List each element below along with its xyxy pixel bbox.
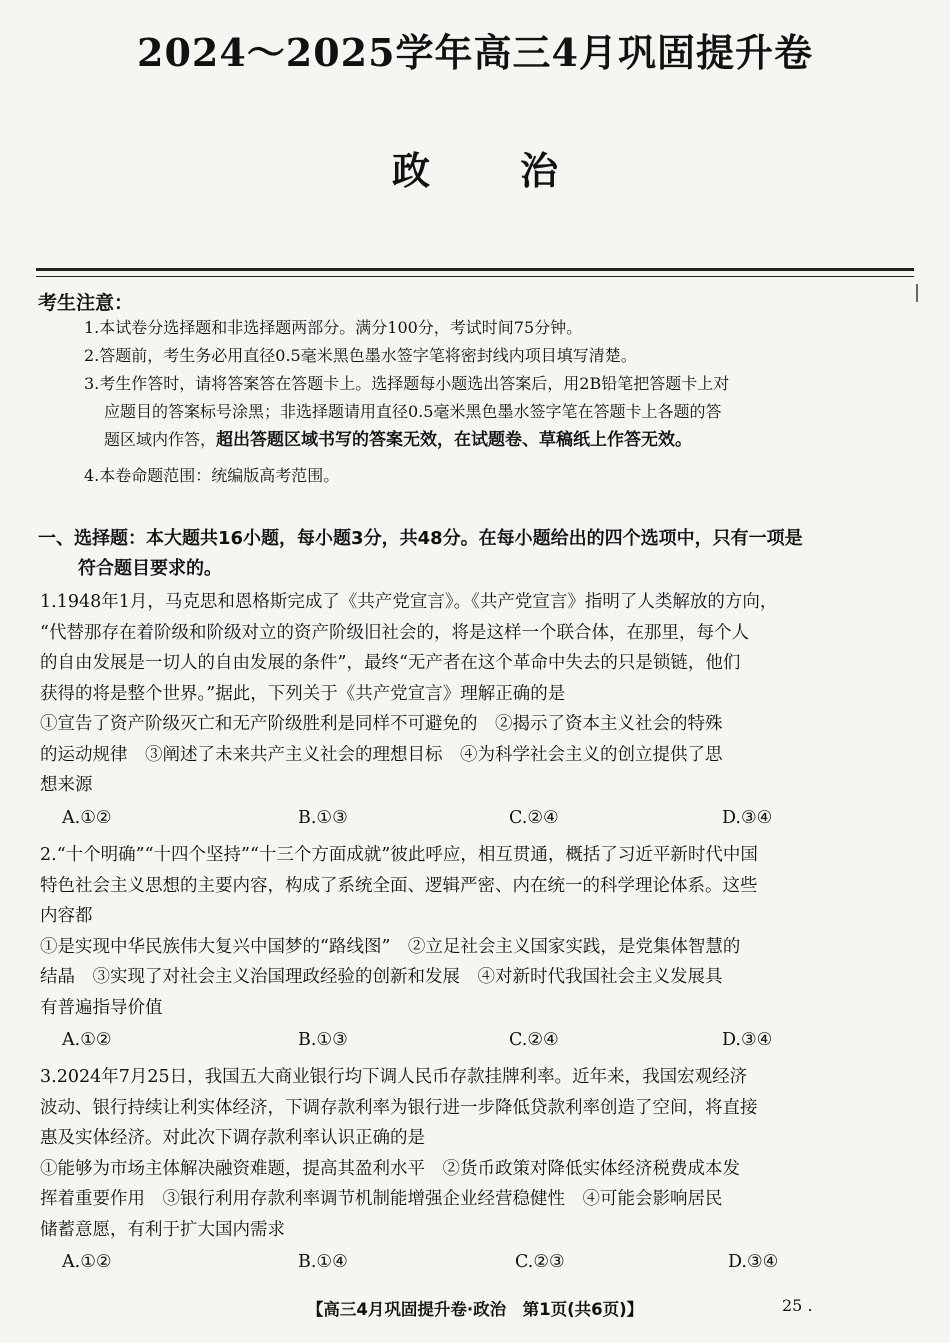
notice-item-3-cont2 <box>84 426 914 454</box>
question-2-option-a[interactable]: A.①② <box>62 1030 112 1050</box>
question-2-option-b[interactable]: B.①③ <box>298 1030 348 1050</box>
page-footer: 【高三4月巩固提升卷·政治 第1页(共6页)】 <box>306 1300 644 1319</box>
section-heading-line-1: 一、选择题：本大题共16小题，每小题3分，共48分。在每小题给出的四个选项中，只有一项是 <box>38 528 803 549</box>
question-2-line: 结晶 ③实现了对社会主义治国理政经验的创新和发展 ④对新时代我国社会主义发展具 <box>40 967 723 987</box>
question-1 <box>40 587 912 801</box>
notice-item-3-cont <box>84 398 914 425</box>
notice-item-2: 2.答题前，考生务必用直径0.5毫米黑色墨水签字笔将密封线内项目填写清楚。 <box>84 346 637 365</box>
question-1-line: 的运动规律 ③阐述了未来共产主义社会的理想目标 ④为科学社会主义的创立提供了思 <box>40 744 723 765</box>
page-code: 25 . <box>782 1296 813 1315</box>
question-2-line: 内容都 <box>40 906 93 926</box>
question-1-line: 想来源 <box>40 775 93 795</box>
notice-item-4: 4.本卷命题范围：统编版高考范围。 <box>84 466 340 485</box>
exam-title: 2024～2025学年高三4月巩固提升卷 <box>137 30 813 75</box>
question-1-option-a[interactable]: A.①② <box>62 808 112 828</box>
question-3-line: 挥着重要作用 ③银行利用存款利率调节机制能增强企业经营稳健性 ④可能会影响居民 <box>40 1189 723 1209</box>
question-1-option-d[interactable]: D.③④ <box>722 808 773 828</box>
question-3-option-b[interactable]: B.①④ <box>298 1252 348 1272</box>
question-3-option-d[interactable]: D.③④ <box>728 1252 779 1272</box>
question-3-line: 惠及实体经济。对此次下调存款利率认识正确的是 <box>40 1128 425 1148</box>
question-3-line: 波动、银行持续让利实体经济，下调存款利率为银行进一步降低贷款利率创造了空间，将直接 <box>40 1097 758 1118</box>
header-rule-thin <box>36 276 914 277</box>
question-2-line: 2.“十个明确”“十四个坚持”“十三个方面成就”彼此呼应，相互贯通，概括了习近平新时代中国 <box>40 845 758 865</box>
question-1-option-c[interactable]: C.②④ <box>509 808 559 828</box>
notice-item-3-line-2: 应题目的答案标号涂黑；非选择题请用直径0.5毫米黑色墨水签字笔在答题卡上各题的答 <box>104 402 722 421</box>
notice-emphasis: 超出答题区域书写的答案无效，在试题卷、草稿纸上作答无效。 <box>216 430 693 450</box>
question-1-options <box>62 808 822 838</box>
question-2 <box>40 840 912 1023</box>
question-3-option-c[interactable]: C.②③ <box>515 1252 565 1272</box>
subject-title: 政治 <box>391 148 648 193</box>
question-2-line: ①是实现中华民族伟大复兴中国梦的“路线图” ②立足社会主义国家实践，是党集体智慧的 <box>40 936 741 957</box>
question-1-line: “代替那存在着阶级和阶级对立的资产阶级旧社会的，将是这样一个联合体，在那里，每个人 <box>40 622 749 643</box>
notice-item-3-line-1: 3.考生作答时，请将答案答在答题卡上。选择题每小题选出答案后，用2B铅笔把答题卡上对 <box>84 374 730 393</box>
question-2-line: 有普遍指导价值 <box>40 997 163 1018</box>
header-rule-thick <box>36 268 914 271</box>
question-2-line: 特色社会主义思想的主要内容，构成了系统全面、逻辑严密、内在统一的科学理论体系。这些 <box>40 875 758 896</box>
question-1-line: 的自由发展是一切人的自由发展的条件”，最终“无产者在这个革命中失去的只是锁链，他们 <box>40 653 741 673</box>
section-heading <box>38 524 914 584</box>
question-1-line: ①宣告了资产阶级灭亡和无产阶级胜利是同样不可避免的 ②揭示了资本主义社会的特殊 <box>40 714 723 734</box>
notice-item-3-line-3-a: 题区域内作答， <box>104 430 217 449</box>
question-3-line: 3.2024年7月25日，我国五大商业银行均下调人民币存款挂牌利率。近年来，我国宏观经济 <box>40 1067 748 1087</box>
question-3-options <box>62 1252 822 1282</box>
question-3-option-a[interactable]: A.①② <box>62 1252 112 1272</box>
notice-item-3-line-3 <box>84 426 914 454</box>
question-1-line: 获得的将是整个世界。”据此，下列关于《共产党宣言》理解正确的是 <box>40 683 566 704</box>
question-2-options <box>62 1030 822 1060</box>
question-2-option-d[interactable]: D.③④ <box>722 1030 773 1050</box>
notice-heading: 考生注意： <box>38 292 134 314</box>
margin-mark <box>916 284 918 302</box>
question-2-option-c[interactable]: C.②④ <box>509 1030 559 1050</box>
question-1-line: 1.1948年1月，马克思和恩格斯完成了《共产党宣言》。《共产党宣言》指明了人类解放的方向， <box>40 592 778 612</box>
question-1-option-b[interactable]: B.①③ <box>298 808 348 828</box>
notice-item-3 <box>84 370 914 397</box>
question-3-line: 储蓄意愿，有利于扩大国内需求 <box>40 1219 285 1240</box>
question-3 <box>40 1062 912 1245</box>
question-3-line: ①能够为市场主体解决融资难题，提高其盈利水平 ②货币政策对降低实体经济税费成本发 <box>40 1158 740 1179</box>
notice-item-1: 1.本试卷分选择题和非选择题两部分。满分100分，考试时间75分钟。 <box>84 318 583 337</box>
section-heading-line-2: 符合题目要求的。 <box>78 558 222 579</box>
